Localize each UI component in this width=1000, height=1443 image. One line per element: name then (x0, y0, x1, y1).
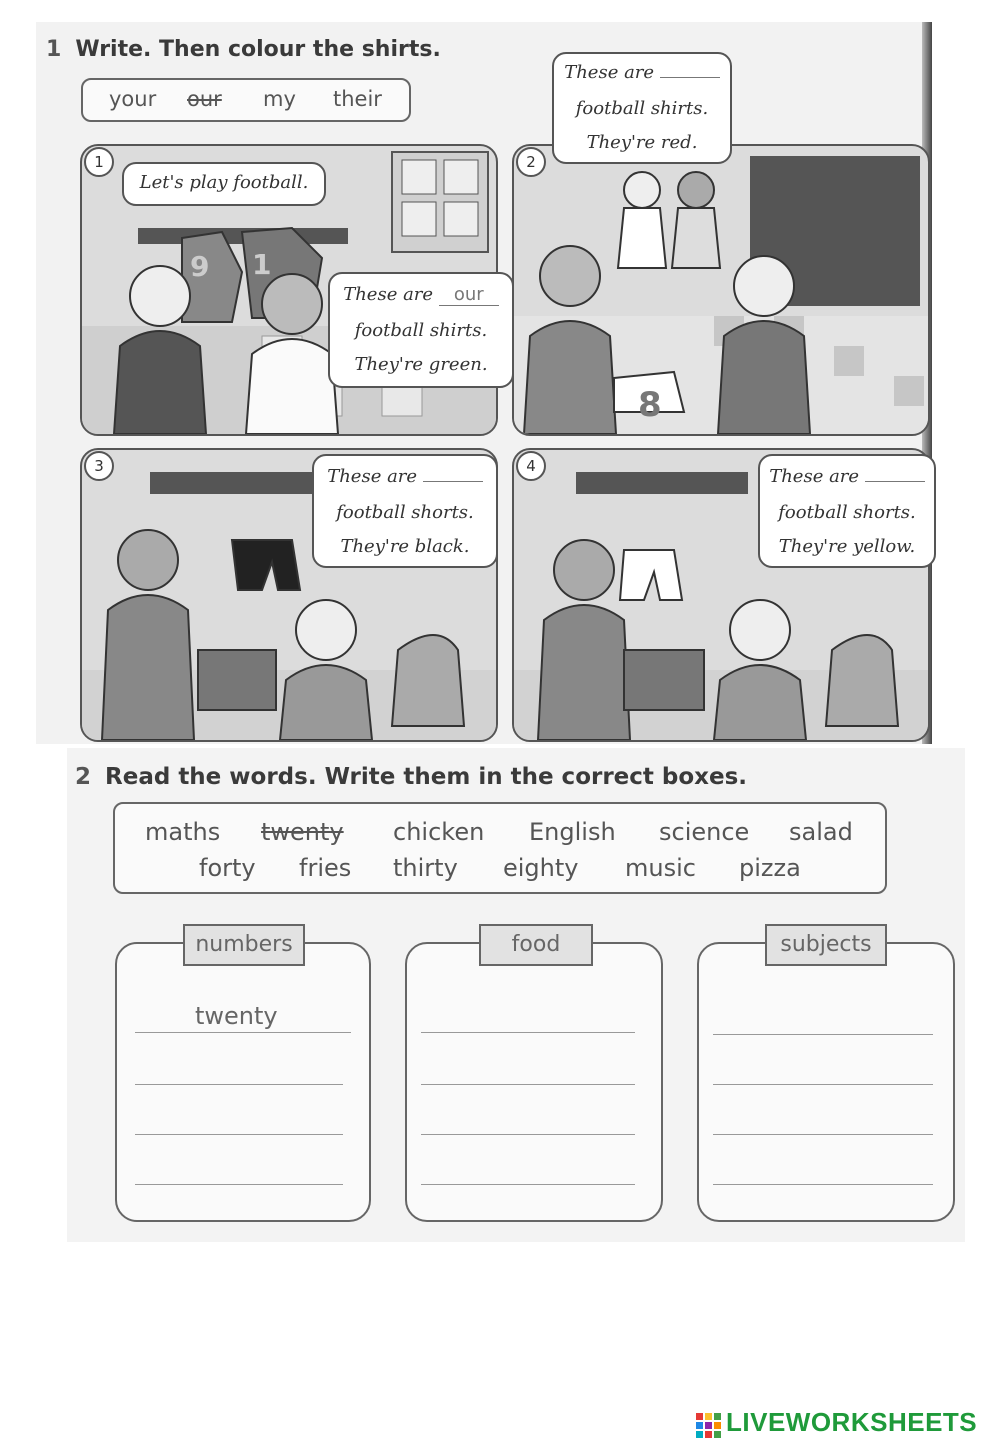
logo-icon-square (696, 1413, 703, 1420)
bubble-prefix: These are (327, 466, 418, 487)
logo-text: LIVEWORKSHEETS (726, 1407, 978, 1437)
comic-panel-2 (512, 144, 930, 436)
logo-icon-square (696, 1422, 703, 1429)
speech-bubble-panel-1 (328, 272, 514, 388)
bubble-text: They're yellow. (778, 536, 916, 557)
bubble-text: football shorts. (778, 502, 916, 523)
example-answer-twenty[interactable]: twenty (195, 1002, 278, 1030)
bubble-text: They're green. (354, 354, 488, 375)
logo-icon-square (705, 1422, 712, 1429)
category-box-food (405, 932, 663, 1222)
writing-line[interactable] (135, 1032, 351, 1033)
writing-line[interactable] (135, 1084, 343, 1085)
speech-bubble-panel-2 (552, 52, 732, 164)
exercise-1-page (36, 22, 932, 744)
panel-4-number: 4 (516, 451, 546, 481)
writing-line[interactable] (421, 1084, 635, 1085)
word-bank-item: science (659, 818, 750, 846)
writing-line[interactable] (421, 1032, 635, 1033)
category-label-food: food (479, 924, 593, 966)
bubble-text: football shorts. (336, 502, 474, 523)
bubble-prefix: These are (564, 62, 655, 83)
word-bank-1 (81, 78, 411, 122)
exercise-2-number: 2 (75, 764, 92, 790)
panel-1-number: 1 (84, 147, 114, 177)
logo-icon-square (705, 1413, 712, 1420)
bubble-prefix: These are (769, 466, 860, 487)
logo-icon-square (696, 1431, 703, 1438)
category-box-numbers (115, 932, 371, 1222)
exercise-1-number: 1 (46, 37, 62, 62)
word-bank-item: your (109, 87, 157, 111)
writing-line[interactable] (713, 1134, 933, 1135)
word-bank-item: thirty (393, 854, 458, 882)
logo-icon-square (714, 1422, 721, 1429)
bubble-prefix: These are (343, 284, 434, 305)
exercise-2-page (67, 748, 965, 1242)
word-bank-item-crossed: twenty (261, 818, 344, 846)
shirt-number-8: 8 (638, 385, 662, 425)
word-bank-item: my (263, 87, 296, 111)
exercise-1-title (46, 37, 441, 62)
shirt-number-1: 1 (252, 248, 272, 281)
word-bank-item: chicken (393, 818, 485, 846)
word-bank-item: English (529, 818, 616, 846)
speech-bubble-panel-4 (758, 454, 936, 568)
bubble-text: football shirts. (354, 320, 488, 341)
speech-bubble-panel-3 (312, 454, 498, 568)
word-bank-item: forty (199, 854, 256, 882)
speech-bubble-lets-play (122, 162, 326, 206)
word-bank-item: eighty (503, 854, 579, 882)
category-label-subjects: subjects (765, 924, 887, 966)
answer-blank-panel-4[interactable] (865, 481, 925, 482)
answer-blank-panel-2[interactable] (660, 77, 720, 78)
word-bank-2 (113, 802, 887, 894)
panel-2-number: 2 (516, 147, 546, 177)
word-bank-item: music (625, 854, 696, 882)
writing-line[interactable] (713, 1084, 933, 1085)
panel-3-number: 3 (84, 451, 114, 481)
exercise-2-title (75, 764, 747, 790)
logo-icon-square (714, 1431, 721, 1438)
shirt-number-9: 9 (190, 250, 210, 283)
bubble-text: football shirts. (575, 98, 709, 119)
exercise-2-title-text: Read the words. Write them in the correct boxes. (105, 764, 748, 790)
logo-icon-square (705, 1431, 712, 1438)
writing-line[interactable] (421, 1134, 635, 1135)
answer-blank-panel-1[interactable]: our (439, 284, 499, 306)
exercise-1-title-text: Write. Then colour the shirts. (75, 37, 441, 62)
word-bank-item: their (333, 87, 382, 111)
bubble-text: Let's play football. (139, 172, 309, 193)
writing-line[interactable] (713, 1034, 933, 1035)
writing-line[interactable] (135, 1184, 343, 1185)
logo-icon-square (714, 1413, 721, 1420)
category-label-numbers: numbers (183, 924, 305, 966)
answer-blank-panel-3[interactable] (423, 481, 483, 482)
word-bank-item: fries (299, 854, 352, 882)
word-bank-item: salad (789, 818, 853, 846)
bubble-text: They're black. (340, 536, 470, 557)
bubble-text: They're red. (586, 132, 698, 153)
panel-2-illustration (514, 146, 928, 434)
writing-line[interactable] (135, 1134, 343, 1135)
category-box-subjects (697, 932, 955, 1222)
word-bank-item: maths (145, 818, 221, 846)
word-bank-item: pizza (739, 854, 801, 882)
writing-line[interactable] (713, 1184, 933, 1185)
writing-line[interactable] (421, 1184, 635, 1185)
word-bank-item-crossed: our (187, 87, 222, 111)
